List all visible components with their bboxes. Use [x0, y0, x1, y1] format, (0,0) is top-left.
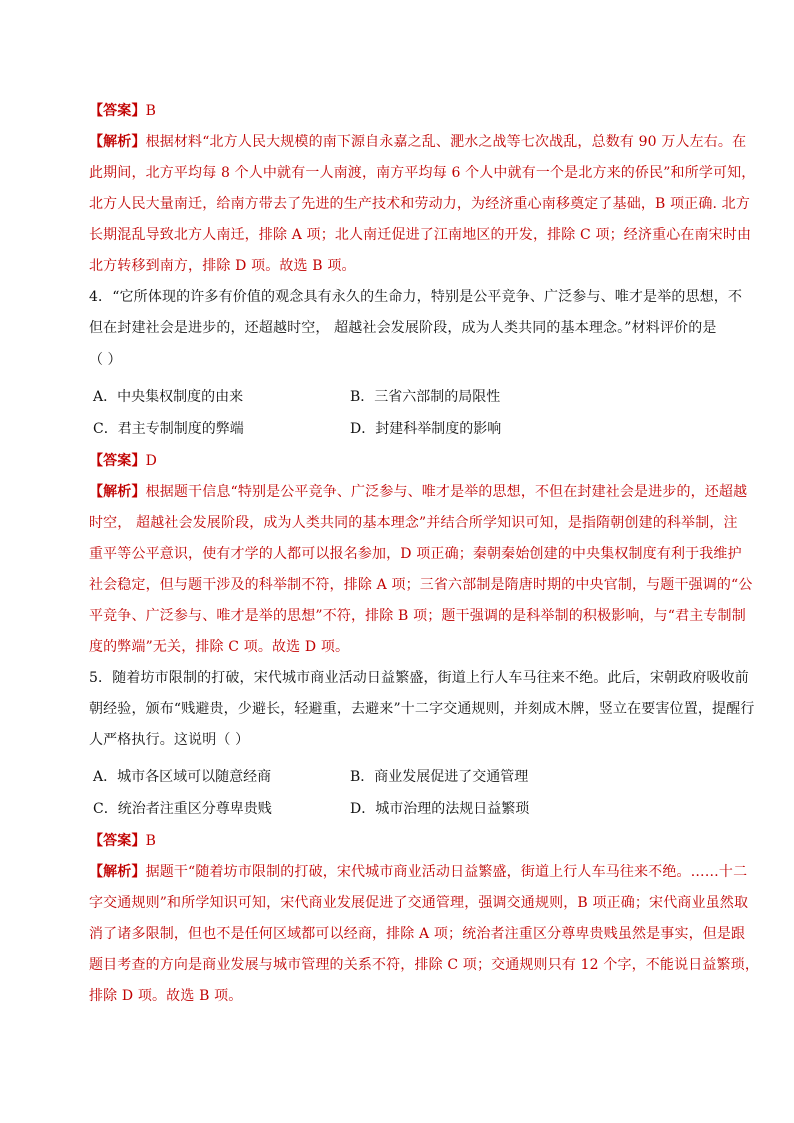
analysis-tag: 【解析】: [89, 484, 146, 500]
q5-analysis-line-5: 排除 D 项。故选 B 项。: [89, 988, 243, 1004]
q4-option-d: D．封建科举制度的影响: [350, 421, 502, 437]
q4-stem-line-2: 但在封建社会是进步的，还超越时空， 超越社会发展阶段，成为人类共同的基本理念。”材料评价的是: [89, 320, 717, 336]
q5-answer-line: [89, 831, 729, 851]
q4-stem-line-1: 4．“它所体现的许多有价值的观念具有永久的生命力，特别是公平竞争、广泛参与、唯才是举的思想，不: [89, 289, 743, 305]
answer-value: B: [145, 833, 157, 849]
q4-analysis-line-6: 度的弊端”无关，排除 C 项。故选 D 项。: [89, 639, 350, 655]
q5-option-a: A．城市各区域可以随意经商: [93, 769, 272, 785]
q5-analysis-line-1: 【解析】据题干“随着坊市限制的打破，宋代城市商业活动日益繁盛，街道上行人车马往来不绝。……十二: [89, 864, 748, 880]
q4-analysis-line-3: 重平等公平意识，使有才学的人都可以报名参加，D 项正确；秦朝秦始创建的中央集权制度有利于我维护: [89, 546, 742, 562]
q4-analysis-line-1: 【解析】根据题干信息“特别是公平竞争、广泛参与、唯才是举的思想，不但在封建社会是进步的，还超越: [89, 484, 748, 500]
q5-option-b: B．商业发展促进了交通管理: [350, 769, 529, 785]
q5-option-d: D．城市治理的法规日益繁琐: [350, 801, 530, 817]
q3-analysis-line-2: 此期间，北方平均每 8 个人中就有一人南渡，南方平均每 6 个人中就有一个是北方来的侨民”和所学可知，: [89, 165, 756, 181]
q4-analysis-line-2: 时空， 超越社会发展阶段，成为人类共同的基本理念”并结合所学知识可知，是指隋朝创建的科举制，注: [89, 515, 738, 531]
answer-tag: 【答案】: [89, 103, 146, 119]
analysis-tag: 【解析】: [89, 134, 146, 150]
answer-value: D: [145, 453, 157, 469]
analysis-tag: 【解析】: [89, 864, 146, 880]
q5-option-c: C．统治者注重区分尊卑贵贱: [93, 801, 272, 817]
answer-value: B: [145, 103, 157, 119]
q3-analysis-line-3: 北方人民大量南迁，给南方带去了先进的生产技术和劳动力，为经济重心南移奠定了基础，B 项正确. 北方: [89, 196, 750, 212]
answer-tag: 【答案】: [89, 833, 146, 849]
answer-tag: 【答案】: [89, 453, 146, 469]
q4-option-c: C．君主专制制度的弊端: [93, 421, 244, 437]
q5-stem-line-3: 人严格执行。这说明（ ）: [89, 732, 250, 748]
q5-analysis-line-2: 字交通规则”和所学知识可知，宋代商业发展促进了交通管理，强调交通规则，B 项正确；宋代商业虽然取: [89, 895, 749, 911]
q3-analysis-line-4: 长期混乱导致北方人南迁，排除 A 项；北人南迁促进了江南地区的开发，排除 C 项；经济重心在南宋时由: [89, 227, 752, 243]
q5-stem-line-1: 5．随着坊市限制的打破，宋代城市商业活动日益繁盛，街道上行人车马往来不绝。此后，宋朝政府吸收前: [89, 670, 749, 686]
q4-analysis-line-5: 平竞争、广泛参与、唯才是举的思想”不符，排除 B 项；题干强调的是科举制的积极影响，与“君主专制制: [89, 608, 746, 624]
q3-analysis-line-5: 北方转移到南方，排除 D 项。故选 B 项。: [89, 258, 356, 274]
q4-option-b: B．三省六部制的局限性: [350, 389, 501, 405]
q4-option-a: A．中央集权制度的由来: [93, 389, 244, 405]
q4-answer-line: [89, 451, 729, 471]
q5-analysis-line-4: 题目考查的方向是商业发展与城市管理的关系不符，排除 C 项；交通规则只有 12 个字，不能说日益繁琐，: [89, 957, 759, 973]
q5-analysis-line-3: 消了诸多限制，但也不是任何区域都可以经商，排除 A 项；统治者注重区分尊卑贵贱虽然是事实，但是跟: [89, 926, 746, 942]
q5-stem-line-2: 朝经验，颁布“贱避贵，少避长，轻避重，去避来”十二字交通规则，并刻成木牌，竖立在要害位置，提醒行: [89, 701, 755, 717]
q4-answer-paren: （ ）: [89, 352, 122, 368]
q3-answer-line: [89, 101, 729, 121]
q3-analysis-line-1: 【解析】根据材料“北方人民大规模的南下源自永嘉之乱、淝水之战等七次战乱，总数有 90 万人左右。在: [89, 134, 747, 150]
q4-analysis-line-4: 社会稳定，但与题干涉及的科举制不符，排除 A 项；三省六部制是隋唐时期的中央官制，与题干强调的“公: [89, 577, 753, 593]
